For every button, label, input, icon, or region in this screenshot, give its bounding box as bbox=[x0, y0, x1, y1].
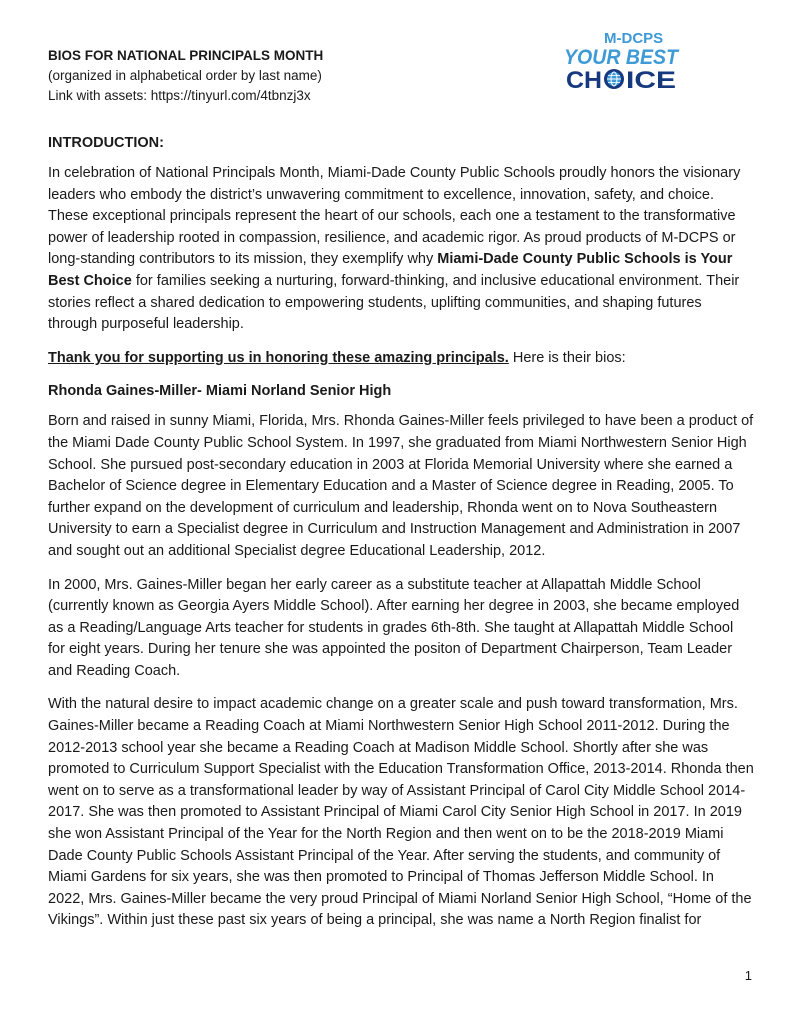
document-title: BIOS FOR NATIONAL PRINCIPALS MONTH bbox=[48, 48, 324, 63]
logo-ice-text: ICE bbox=[626, 67, 676, 92]
document-subtitle: (organized in alphabetical order by last name) bbox=[48, 68, 322, 83]
introduction-heading: INTRODUCTION: bbox=[48, 135, 164, 151]
thanks-paragraph bbox=[48, 348, 754, 370]
globe-icon bbox=[604, 69, 624, 89]
document-body bbox=[48, 133, 754, 944]
intro-text-end: for families seeking a nurturing, forward-thinking, and inclusive educational environment. Their stories reflect a shared dedication to empowering students, uplifting communities, and shaping futures through purposeful leadership. bbox=[48, 272, 740, 333]
bio-paragraph: In 2000, Mrs. Gaines-Miller began her early career as a substitute teacher at Allapattah Middle School (currently known as Georgia Ayers Middle School). After earning her degree in 2003, she became employed as a Reading/Language Arts teacher for students in grades 6th-8th. She taught at Allapattah Middle School for eight years. During her tenure she was appointed the positon of Department Chairperson, Team Leader and Reading Coach. bbox=[48, 576, 740, 679]
bio-paragraph: With the natural desire to impact academic change on a greater scale and push toward transformation, Mrs. Gaines-Miller became a Reading Coach at Miami Northwestern Senior High School 2011-2012. During the 2012-2013 school year she became a Reading Coach at Madison Middle School. Shortly after she was promoted to Curriculum Support Specialist with the Education Transformation Office, 2013-2014. Rhonda then went on to serve as a transformational leader by way of Assistant Principal of Carol City Middle School 2014-2017. She was then promoted to Assistant Principal of Miami Carol City Senior High School in 2017. In 2019 she won Assistant Principal of the Year for the North Region and then went on to be the 2018-2019 Miami Dade County Public Schools Assistant Principal of the Year. After serving the students, and community of Miami Gardens for six years, she was then promoted to Principal of Thomas Jefferson Middle School. In 2022, Mrs. Gaines-Miller became the very proud Principal of Miami Norland Senior High School, “Home of the Vikings”. Within just these past six years of being a principal, she was name a North Region finalist for bbox=[48, 696, 754, 929]
logo-ch-text: CH bbox=[566, 67, 602, 92]
mdcps-your-best-choice-logo bbox=[560, 28, 685, 92]
assets-link-line: Link with assets: https://tinyurl.com/4tbnzj3x bbox=[48, 88, 311, 103]
intro-text-start: In celebration of National Principals Month, Miami-Dade County Public Schools proudly honors the visionary leaders who embody the district’s unwavering commitment to excellence, innovation, safety, and choice. These exceptional principals represent the heart of our schools, each one a testament to the transformative power of leadership rooted in compassion, resilience, and academic rigor. As proud products of M-DCPS or long-standing contributors to its mission, they exemplify why bbox=[48, 165, 741, 268]
thanks-bold-text: Thank you for supporting us in honoring these amazing principals. bbox=[48, 349, 509, 366]
document-header bbox=[48, 46, 488, 106]
bio-paragraph: Born and raised in sunny Miami, Florida, Mrs. Rhonda Gaines-Miller feels privileged to have been a product of the Miami Dade County Public School System. In 1997, she graduated from Miami Northwestern Senior High School. She pursued post-secondary education in 2003 at Florida Memorial University where she earned a Bachelor of Science degree in Elementary Education and a Master of Science degree in Reading, 2005. To further expand on the development of curriculum and leadership, Rhonda went on to Nova Southeastern University to earn a Specialist degree in Curriculum and Instruction Management and Administration in 2007 and sought out an additional Specialist degree Educational Leadership, 2012. bbox=[48, 413, 754, 559]
introduction-paragraph bbox=[48, 163, 754, 336]
page-number: 1 bbox=[744, 968, 752, 983]
logo-mdcps-text: M-DCPS bbox=[604, 30, 664, 47]
intro-bold-text: Miami-Dade County Public Schools is Your Best Choice bbox=[48, 251, 733, 289]
bio-name-heading: Rhonda Gaines-Miller- Miami Norland Senior High bbox=[48, 383, 392, 400]
thanks-rest-text: Here is their bios: bbox=[508, 349, 626, 366]
logo-your-best-text: YOUR BEST bbox=[564, 46, 681, 69]
